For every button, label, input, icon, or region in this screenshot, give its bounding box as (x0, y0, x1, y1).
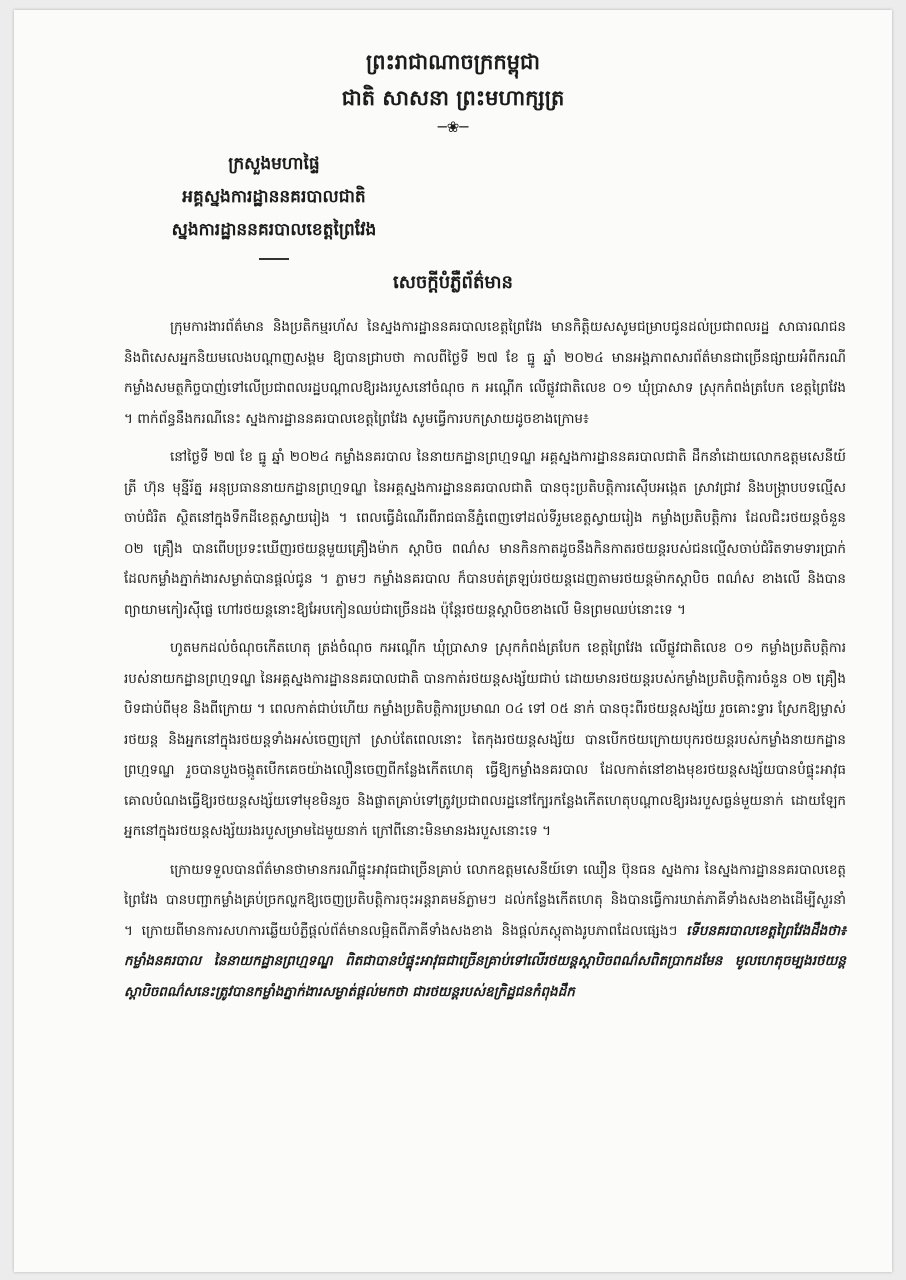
document-body (124, 312, 846, 1015)
national-motto: ជាតិ សាសនា ព្រះមហាក្សត្រ (341, 86, 565, 110)
general-commissariat: អគ្គស្នងការដ្ឋាននគរបាលជាតិ (182, 187, 366, 207)
document-title: សេចក្តីបំភ្លឺព័ត៌មាន (393, 272, 513, 293)
document-page (14, 10, 892, 1272)
provincial-commissariat: ស្នងការដ្ឋាននគរបាលខេត្តព្រៃវែង (171, 220, 377, 240)
paragraph-4-emphasis: ទើបនគរបាលខេត្តព្រៃវែងដឹងថា៖ កម្លាំងនគរបាល នៃនាយកដ្ឋានព្រហ្មទណ្ឌ ពិតជាបានបំផ្ទុះអាវុធជាច្រើនគ្រាប់ទៅលើរថយន្តស្តាបិចពណ៌សពិតប្រាកដមែន មូលហេតុចម្បងរថយន្តស្តាបិចពណ៌សនេះត្រូវបានកម្លាំងភ្នាក់ងារសម្ងាត់ផ្តល់មកថា ជារថយន្តរបស់ឧក្រិដ្ឋជនកំពុងដឹក (124, 922, 846, 1000)
paragraph-1: ក្រុមការងារព័ត៌មាន និងប្រតិកម្មរហ័ស នៃស្នងការដ្ឋាននគរបាលខេត្តព្រៃវែង មានកិត្តិយសសូមជម្រាបជូនដល់ប្រជាពលរដ្ឋ សាធារណជន និងពិសេសអ្នកនិយមលេងបណ្តាញសង្គម ឱ្យបានជ្រាបថា កាលពីថ្ងៃទី ២៧ ខែ ធ្នូ ឆ្នាំ ២០២៤ មានអង្គភាពសារព័ត៌មានជាច្រើនផ្សាយអំពីករណី កម្លាំងសមត្ថកិច្ចបាញ់ទៅលើប្រជាពលរដ្ឋបណ្តាលឱ្យរងរបួសនៅចំណុច ក អណ្តើក លើផ្លូវជាតិលេខ ០១ ឃុំប្រាសាទ ស្រុកកំពង់ត្របែក ខេត្តព្រៃវែង ។ ពាក់ព័ន្ធនឹងករណីនេះ ស្នងការដ្ឋាននគរបាលខេត្តព្រៃវែង សូមធ្វើការបកស្រាយដូចខាងក្រោម៖ (124, 319, 846, 427)
kingdom-name: ព្រះរាជាណាចក្រកម្ពុជា (365, 50, 540, 74)
kingdom-header (14, 44, 892, 116)
authority-underline (259, 258, 289, 260)
ministry-name: ក្រសួងមហាផ្ទៃ (228, 154, 320, 174)
paragraph-4 (124, 855, 846, 1008)
paragraph-2: នៅថ្ងៃទី ២៧ ខែ ធ្នូ ឆ្នាំ ២០២៤ កម្លាំងនគរបាល នៃនាយកដ្ឋានព្រហ្មទណ្ឌ អគ្គស្នងការដ្ឋាននគរបាលជាតិ ដឹកនាំដោយលោកឧត្តមសេនីយ៍ត្រី ហ៊ុន មុន្នីរ័ត្ន អនុប្រធាននាយកដ្ឋានព្រហ្មទណ្ឌ នៃអគ្គស្នងការដ្ឋាននគរបាលជាតិ បានចុះប្រតិបត្តិការស៊ើបអង្កេត ស្រាវជ្រាវ និងបង្ក្រាបបទល្មើសចាប់ជំរិត ស្ថិតនៅក្នុងទឹកដីខេត្តស្វាយរៀង ។ ពេលធ្វើដំណើរពីរាជធានីភ្នំពេញទៅដល់ទីរួមខេត្តស្វាយរៀង កម្លាំងប្រតិបត្តិការ ដែលជិះរថយន្តចំនួន ០២ គ្រឿង បានពើបប្រទះឃើញរថយន្តមួយគ្រឿងម៉ាក ស្តាបិច ពណ៌ស មានកិនកាតដូចនឹងកិនកាតរថយន្តរបស់ជនល្មើសចាប់ជំរិតទាមទារប្រាក់ ដែលកម្លាំងភ្នាក់ងារសម្ងាត់បានផ្តល់ជូន ។ ភ្លាមៗ កម្លាំងនគរបាល ក៏បានបត់ត្រឡប់រថយន្តដេញតាមរថយន្តម៉ាកស្តាបិច ពណ៌ស ខាងលើ និងបានព្យាយាមកៀរស៊ីផ្លេ ហៅរថយន្តនោះឱ្យអែបកៀនឈប់ជាច្រើនដង ប៉ុន្តែរថយន្តស្តាបិចខាងលើ មិនព្រមឈប់នោះទេ ។ (124, 449, 846, 618)
paragraph-3: ហូតមកដល់ចំណុចកើតហេតុ ត្រង់ចំណុច កអណ្តើក ឃុំប្រាសាទ ស្រុកកំពង់ត្របែក ខេត្តព្រៃវែង លើផ្លូវជាតិលេខ ០១ កម្លាំងប្រតិបត្តិការរបស់នាយកដ្ឋានព្រហ្មទណ្ឌ នៃអគ្គស្នងការដ្ឋាននគរបាលជាតិ បានកាត់រថយន្តសង្ស័យជាប់ ដោយមានរថយន្តរបស់កម្លាំងប្រតិបត្តិការចំនួន ០២ គ្រឿង បិទជាប់ពីមុខ និងពីក្រោយ ។ ពេលកាត់ជាប់ហើយ កម្លាំងប្រតិបត្តិការប្រមាណ ០៤ ទៅ ០៥ នាក់ បានចុះពីរថយន្តសង្ស័យ រួចគោះទ្វារ ស្រែកឱ្យម្ចាស់រថយន្ត និងអ្នកនៅក្នុងរថយន្តទាំងអស់ចេញក្រៅ ស្រាប់តែពេលនោះ តៃកុងរថយន្តសង្ស័យ បានបើកថយក្រោយបុករថយន្តរបស់កម្លាំងនាយកដ្ឋានព្រហ្មទណ្ឌ រួចបានបួងចង្កូតបើកគេចយ៉ាងលឿនចេញពីកន្លែងកើតហេតុ ធ្វើឱ្យកម្លាំងនគរបាល ដែលកាត់នៅខាងមុខរថយន្តសង្ស័យបានបំផ្ទុះអាវុធ គោលបំណងធ្វើឱ្យរថយន្តសង្ស័យទៅមុខមិនរួច និងផ្លាតគ្រាប់ទៅត្រូវប្រជាពលរដ្ឋនៅក្បែរកន្លែងកើតហេតុបណ្តាលឱ្យរងរបួសធ្ងន់មួយនាក់ ដោយឡែកអ្នកនៅក្នុងរថយន្តសង្ស័យរងរបួសម្រាមដៃមួយនាក់ ក្រៅពីនោះមិនមានរងរបួសនោះទេ ។ (124, 640, 846, 839)
ornament-divider: ─❀─ (437, 118, 469, 136)
paragraph-4-text: ក្រោយទទួលបានព័ត៌មានថាមានករណីផ្ទុះអាវុធជាច្រើនគ្រាប់ លោកឧត្តមសេនីយ៍ទោ ឈឿន ប៊ុនធន ស្នងការ នៃស្នងការដ្ឋាននគរបាលខេត្តព្រៃវែង បានបញ្ជាកម្លាំងគ្រប់ច្រកល្ហកឱ្យចេញប្រតិបត្តិការចុះអន្តរាគមន៍ភ្លាមៗ ដល់កន្លែងកើតហេតុ និងបានធ្វើការឃាត់ភាគីទាំងសងខាងដើម្បីសួរនាំ ។ ក្រោយពីមានការសហការឆ្លើយបំភ្លឺផ្តល់ព័ត៌មានលម្អិតពីភាគីទាំងសងខាង និងផ្តល់ភស្តុតាងរូបភាពដែលផ្សេងៗ (124, 861, 846, 939)
issuing-authority (134, 148, 414, 247)
